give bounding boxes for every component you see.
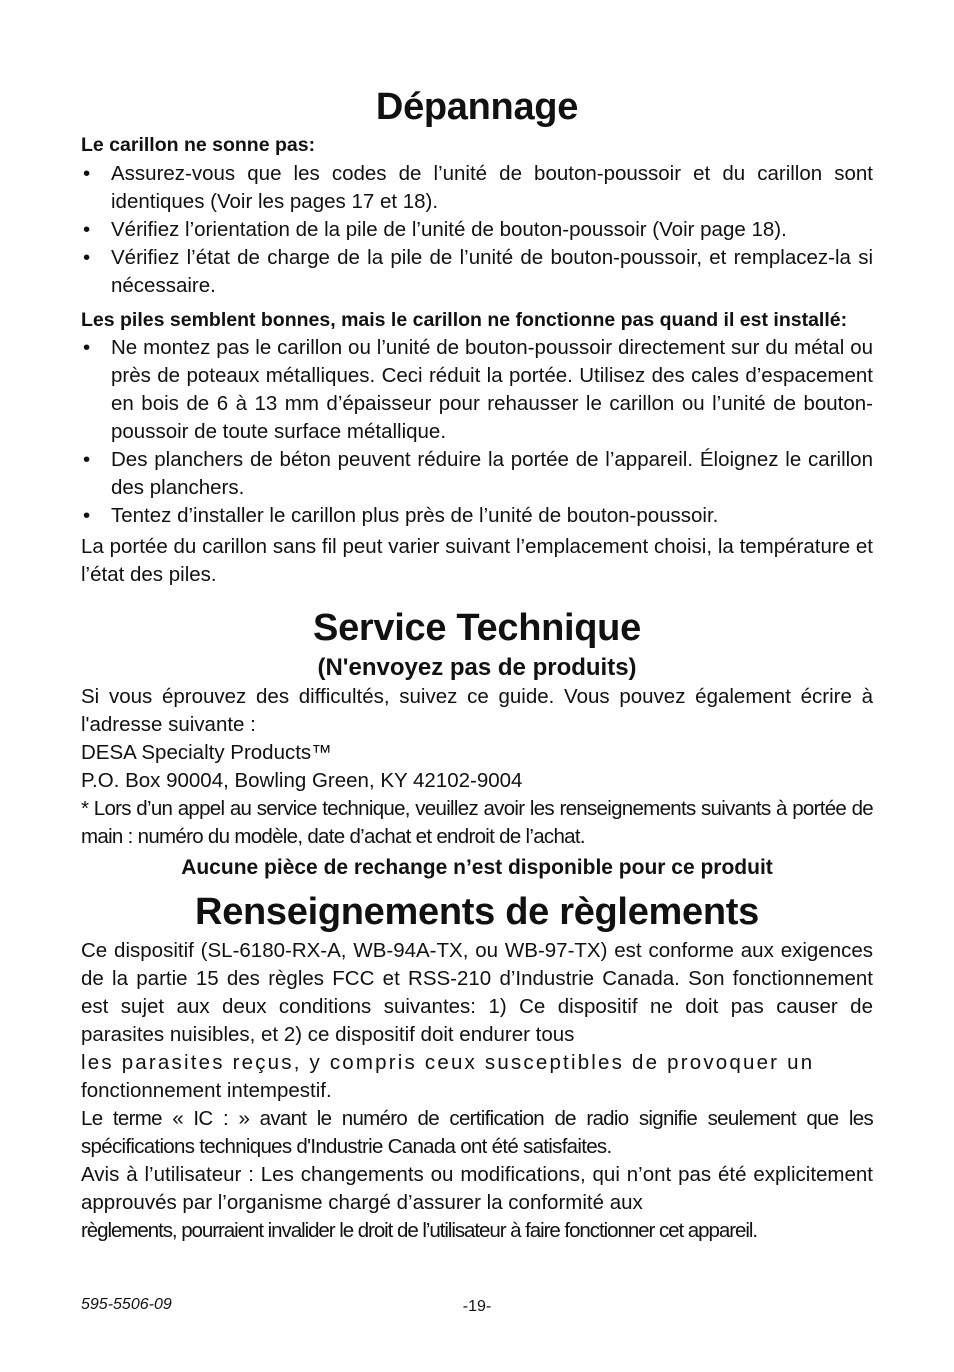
troubleshooting-lead-2: Les piles semblent bonnes, mais le carillon ne fonctionne pas quand il est installé: — [81, 308, 848, 331]
service-address-line-2: P.O. Box 90004, Bowling Green, KY 42102-9004 — [81, 769, 523, 792]
no-parts-notice: Aucune pièce de rechange n’est disponible pour ce produit — [181, 856, 773, 879]
list-item: • Des planchers de béton peuvent réduire la portée de l’appareil. Éloignez le carillon des planchers. — [83, 448, 873, 499]
troubleshooting-closing: La portée du carillon sans fil peut varier suivant l’emplacement choisi, la température et l’état des piles. — [81, 535, 873, 586]
service-address-line-1: DESA Specialty Products™ — [81, 741, 332, 764]
troubleshooting-title: Dépannage — [375, 86, 579, 128]
troubleshooting-lead-1: Le carillon ne sonne pas: — [81, 134, 316, 156]
list-item: • Vérifiez l’état de charge de la pile de l’unité de bouton-poussoir, et remplacez-la si nécessaire. — [83, 245, 873, 297]
service-subtitle: (N'envoyez pas de produits) — [317, 654, 637, 681]
troubleshooting-list-2 — [81, 334, 873, 530]
regulations-paragraph-1: Ce dispositif (SL-6180-RX-A, WB-94A-TX, ou WB-97-TX) est conforme aux exigences de la partie 15 des règles FCC et RSS-210 d’Industrie Canada. Son fonctionnement est sujet aux deux conditions suivantes: 1) Ce dispositif ne doit pas causer de parasites nuisibles, et 2) ce dispositif doit endurer tous — [81, 939, 873, 1046]
regulations-paragraph-3-end: règlements, pourraient invalider le droit de l’utilisateur à faire fonctionner cet appareil. — [81, 1219, 757, 1242]
list-item: • Assurez-vous que les codes de l’unité de bouton-poussoir et du carillon sont identiques (Voir les pages 17 et 18). — [83, 161, 873, 213]
regulations-paragraph-1-end: fonctionnement intempestif. — [81, 1079, 332, 1102]
regulations-paragraph-3: Avis à l’utilisateur : Les changements ou modifications, qui n’ont pas été explicitement approuvés par l’organisme chargé d’assurer la conformité aux — [81, 1163, 873, 1214]
page-number: -19- — [462, 1298, 492, 1315]
list-item: • Ne montez pas le carillon ou l’unité de bouton-poussoir directement sur du métal ou près de poteaux métalliques. Ceci réduit la portée. Utilisez des cales d’espacement en bois de 6 à 13 mm d’épaisseur pour rehausser le carillon ou l’unité de bouton-poussoir de toute surface métallique. — [83, 336, 873, 443]
document-number: 595-5506-09 — [81, 1296, 172, 1313]
list-item: • Vérifiez l’orientation de la pile de l’unité de bouton-poussoir (Voir page 18). — [83, 217, 787, 241]
service-title: Service Technique — [313, 607, 641, 649]
regulations-paragraph-1-spaced: les parasites reçus, y compris ceux susceptibles de provoquer un — [81, 1051, 815, 1074]
list-item: • Tentez d’installer le carillon plus près de l’unité de bouton-poussoir. — [83, 504, 719, 527]
regulations-title: Renseignements de règlements — [195, 891, 759, 933]
service-intro: Si vous éprouvez des difficultés, suivez ce guide. Vous pouvez également écrire à l'adresse suivante : — [81, 685, 873, 736]
page-content — [81, 84, 873, 1245]
troubleshooting-list-1 — [81, 160, 873, 300]
regulations-paragraph-2: Le terme « IC : » avant le numéro de certification de radio signifie seulement que les spécifications techniques d'Industrie Canada ont été satisfaites. — [81, 1107, 873, 1158]
service-note: * Lors d’un appel au service technique, veuillez avoir les renseignements suivants à portée de main : numéro du modèle, date d’achat et endroit de l’achat. — [81, 797, 873, 848]
